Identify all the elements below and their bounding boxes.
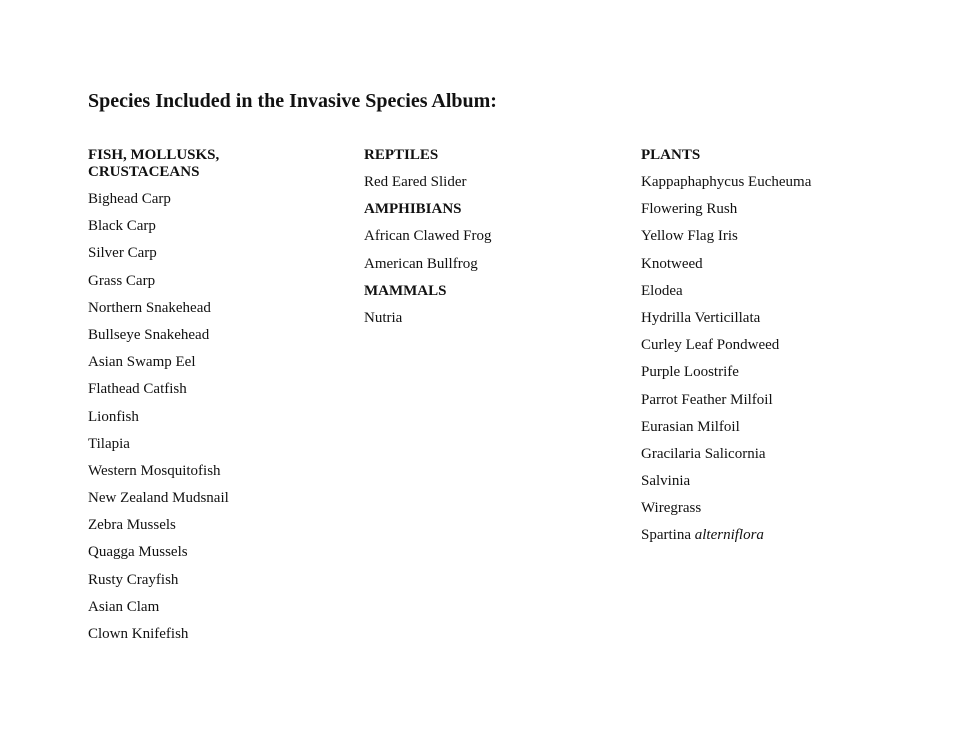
- plants-column: [641, 147, 941, 555]
- species-item: American Bullfrog: [364, 255, 478, 272]
- species-item: Curley Leaf Pondweed: [641, 337, 780, 354]
- species-epithet: alterniflora: [694, 527, 764, 544]
- species-item: Yellow Flag Iris: [641, 228, 738, 245]
- species-item: New Zealand Mudsnail: [88, 490, 229, 507]
- species-item: Lionfish: [88, 408, 139, 425]
- species-item: Flathead Catfish: [88, 381, 187, 398]
- species-item-spartina: [641, 527, 941, 554]
- species-item: Grass Carp: [88, 272, 156, 289]
- species-item: Western Mosquitofish: [88, 462, 221, 479]
- species-item: African Clawed Frog: [364, 228, 492, 245]
- mammals-section-heading: MAMMALS: [364, 282, 447, 299]
- species-item: Asian Clam: [88, 598, 160, 615]
- species-genus: Spartina: [641, 527, 691, 544]
- species-item: Zebra Mussels: [88, 517, 176, 534]
- species-item: Flowering Rush: [641, 201, 738, 218]
- species-item: Kappaphaphycus Eucheuma: [641, 174, 812, 190]
- plants-section-heading: PLANTS: [641, 147, 701, 163]
- reptiles-amphibians-mammals-column: [364, 147, 614, 337]
- reptiles-section-heading: REPTILES: [364, 147, 439, 163]
- amphibians-section-heading: AMPHIBIANS: [364, 201, 462, 218]
- species-item: Eurasian Milfoil: [641, 418, 740, 435]
- species-item: Salvinia: [641, 473, 691, 490]
- fish-mollusks-crustaceans-column: [88, 147, 338, 653]
- fish-section-heading: FISH, MOLLUSKS, CRUSTACEANS: [88, 147, 220, 180]
- species-item: Black Carp: [88, 218, 156, 235]
- species-item: Hydrilla Verticillata: [641, 309, 761, 326]
- species-item: Purple Loostrife: [641, 364, 739, 381]
- species-item: Bullseye Snakehead: [88, 326, 210, 343]
- species-item: Gracilaria Salicornia: [641, 445, 766, 462]
- species-item: Quagga Mussels: [88, 544, 188, 561]
- species-item: Silver Carp: [88, 245, 157, 262]
- species-item: Bighead Carp: [88, 191, 171, 207]
- species-item: Northern Snakehead: [88, 299, 211, 316]
- species-item: Clown Knifefish: [88, 626, 189, 642]
- species-item: Rusty Crayfish: [88, 571, 179, 588]
- species-item: Asian Swamp Eel: [88, 354, 196, 371]
- page-title: Species Included in the Invasive Species Album:: [88, 90, 497, 112]
- species-item: Parrot Feather Milfoil: [641, 391, 773, 408]
- species-item: Wiregrass: [641, 500, 702, 517]
- species-item: Nutria: [364, 309, 403, 326]
- species-item: Elodea: [641, 282, 683, 299]
- species-item: Red Eared Slider: [364, 174, 467, 190]
- species-item: Knotweed: [641, 255, 703, 272]
- species-item: Tilapia: [88, 435, 130, 452]
